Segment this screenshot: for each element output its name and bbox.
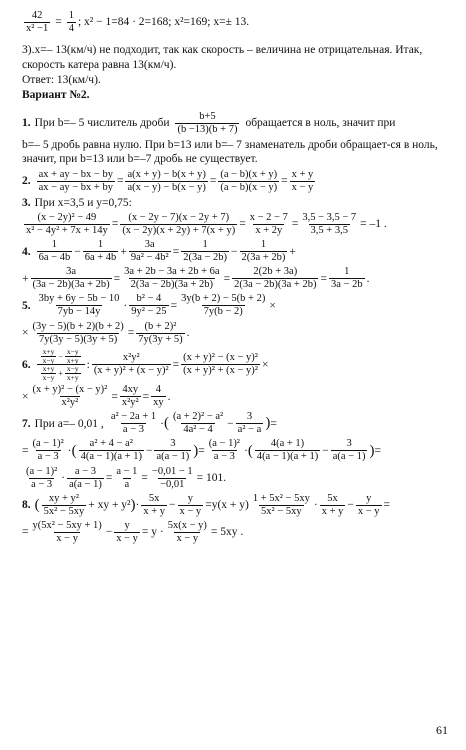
paragraph-step-3: 3).x=– 13(км/ч) не подходит, так как скорость – величина не отрицательная. Итак, скорость катера равна 13(км/ч). xyxy=(22,44,423,71)
numerator: y xyxy=(124,519,130,531)
fraction xyxy=(67,10,76,35)
numerator: b+5 xyxy=(199,110,216,122)
fraction xyxy=(31,321,126,346)
fraction xyxy=(120,212,237,237)
denominator: x²y² xyxy=(121,397,139,409)
denominator: 5x² − 5xy xyxy=(43,505,85,517)
denominator: ax − ay − bx + by xyxy=(38,181,113,193)
task-number: 1. xyxy=(22,117,31,129)
numerator: x−y xyxy=(66,364,79,374)
task-6-line-1: 6. $\frac{x+y}{x-y}$ − $\frac{x-y}{x+y}$ $\frac{x+y}{x-y}$ + $\frac{x-y}{x+y}$ : $\frac{\text{x²y²}}{\text{(x + y)² + (x − y)²}}$ = $\frac{\text{(x + y)² − (x − y)²}}{\text{(x + y)² + (x − y)²}}$ × xyxy=(22,346,269,383)
task-7-line-1: 7. При a=– 0,01 , $\frac{\text{a² − 2a + 1}}{a - 3}$ · ( $\frac{\text{(a + 2)² − a²}}{\text{4a² − 4}}$ − $\frac{3}{\text{a² − a}}$ ) = xyxy=(22,411,277,436)
numerator: (b + 2)² xyxy=(144,320,177,332)
numerator: 3 xyxy=(170,438,176,450)
numerator: (a − b)(x + y) xyxy=(220,168,278,180)
task-text: При a=– 0,01 , xyxy=(34,417,104,430)
denominator: 4(a − 1)(a + 1) xyxy=(256,451,319,463)
numerator: (a − 1)² xyxy=(32,438,64,450)
task-5-line-1: 5. $\frac{3by + 6y - 5b - 10}{7yb - 14y}$ · $\frac{\text{b² − 4}}{\text{9y² − 25}}$ = $\frac{3y(b + 2) - 5(b + 2)}{7y(b - 2)}$ × xyxy=(22,293,276,318)
compound-denominator: $\frac{x+y}{x-y}$ + $\frac{x-y}{x+y}$ xyxy=(37,364,85,382)
denominator: a² − a xyxy=(237,424,262,436)
fraction xyxy=(356,493,382,518)
denominator: x − y xyxy=(179,505,202,517)
numerator: 4 xyxy=(155,384,161,396)
task-3: $\frac{\text{(x − 2y)² − 49}}{\text{x² − 4y² + 7x + 14y}}$ = $\frac{(x - 2y - 7)(x - 2y + 7)}{(x - 2y)(x + 2y) + 7(x + y)}$ = $\frac{x - 2 - 7}{x + 2y}$ = $\frac{3,5 - 3,5 - 7}{3,5 + 3,5}$ = –1 . xyxy=(26,212,387,237)
compound-fraction xyxy=(37,348,85,383)
fraction xyxy=(41,348,57,365)
denominator: x + y xyxy=(321,505,344,517)
numerator: xy + y² xyxy=(48,492,79,504)
denominator: 7y(b − 2) xyxy=(203,306,243,318)
numerator: 1 xyxy=(97,239,104,251)
numerator: 3a xyxy=(66,266,77,278)
denominator: xy xyxy=(153,397,164,409)
numerator: a² − 2a + 1 xyxy=(110,411,157,423)
denominator: a − 3 xyxy=(37,451,59,463)
numerator: 3,5 − 3,5 − 7 xyxy=(302,212,357,223)
task-8-line-2: = $\frac{\text{y(5x² − 5xy + 1)}}{x - y}$ − $\frac{y}{x - y}$ = y · $\frac{5x(x - y)}{x - y}$ = 5xy . xyxy=(22,519,244,544)
denominator: x² − 4y² + 7x + 14y xyxy=(26,225,108,237)
denominator: 3a − 2b xyxy=(330,279,363,291)
fraction xyxy=(136,321,184,346)
numerator: (a − 1)² xyxy=(26,465,58,477)
task-text: При b=– 5 числитель дроби xyxy=(34,117,170,129)
denominator: x − y xyxy=(116,532,138,544)
task-number: 8. xyxy=(22,499,31,511)
fraction xyxy=(251,493,312,518)
fraction xyxy=(24,10,50,35)
fraction xyxy=(166,520,209,545)
denominator: 3,5 + 3,5 xyxy=(310,225,348,237)
task-6-line-2: × $\frac{\text{(x + y)² − (x − y)²}}{\text{x²y²}}$ = $\frac{4xy}{\text{x²y²}}$ = $\frac{4}{xy}$ . xyxy=(22,384,171,409)
denominator: x²y² xyxy=(61,397,79,409)
fraction xyxy=(31,384,110,409)
numerator: (x + y)² − (x − y)² xyxy=(183,352,258,364)
denominator: x−y xyxy=(42,373,55,383)
numerator: x²y² xyxy=(122,352,140,364)
fraction xyxy=(248,212,290,237)
numerator: 2(2b + 3a) xyxy=(253,266,298,278)
fraction xyxy=(67,466,104,491)
numerator: (x + y)² − (x − y)² xyxy=(32,384,108,396)
denominator: 9a² − 4b² xyxy=(130,252,169,264)
task-4-line-2: + $\frac{3a}{(3a - 2b)(3a + 2b)}$ = $\frac{3a + 2b - 3a + 2b + 6a}{2(3a - 2b)(3a + 2b)}$ = $\frac{2(2b + 3a)}{2(3a - 2b)(3a + 2b)}$ = $\frac{1}{3a - 2b}$ . xyxy=(22,266,370,291)
fraction xyxy=(31,438,66,463)
numerator: 4(a + 1) xyxy=(270,438,305,450)
denominator: a(a − 1) xyxy=(156,451,190,463)
denominator: 7y(3y − 5)(3y + 5) xyxy=(38,333,118,345)
numerator: −0,01 − 1 xyxy=(151,465,193,477)
fraction xyxy=(240,239,288,264)
denominator: a(a − 1) xyxy=(332,451,366,463)
fraction xyxy=(79,438,144,463)
numerator: 3y(b + 2) − 5(b + 2) xyxy=(181,293,266,305)
task-5-line-2: × $\frac{(3y - 5)(b + 2)(b + 2)}{7y(3y - 5)(3y + 5)}$ = $\frac{\text{(b + 2)²}}{7y(3y + 5)}$ . xyxy=(22,320,190,345)
fraction xyxy=(255,438,320,463)
fraction xyxy=(109,411,158,436)
fraction xyxy=(175,111,239,136)
denominator: (a − b)(x − y) xyxy=(220,181,278,193)
denominator: 7y(3y + 5) xyxy=(138,333,183,345)
numerator: a − 1 xyxy=(116,465,138,477)
task-number: 6. xyxy=(22,358,31,371)
fraction xyxy=(300,212,358,237)
denominator: 5x² − 5xy xyxy=(261,505,302,517)
task-number: 4. xyxy=(22,245,31,258)
numerator: 1 xyxy=(344,266,350,278)
fraction xyxy=(151,384,166,409)
compound-numerator: $\frac{x+y}{x-y}$ − $\frac{x-y}{x+y}$ xyxy=(42,346,79,365)
denominator: (x − 2y)(x + 2y) + 7(x + y) xyxy=(122,225,236,237)
task-8-line-1: 8. ( $\frac{\text{xy + y²}}{\text{5x² − 5xy}}$ + xy + y² ) · $\frac{5x}{x + y}$ − $\frac{y}{x - y}$ = y(x + y) $\frac{\text{1 + 5x² − 5xy}}{\text{5x² − 5xy}}$ · $\frac{5x}{x + y}$ − $\frac{y}{x - y}$ = xyxy=(22,492,391,517)
denominator: x−y xyxy=(42,355,55,365)
numerator: 3 xyxy=(346,438,352,450)
fraction xyxy=(42,493,87,518)
denominator: (3a − 2b)(3a + 2b) xyxy=(32,279,110,291)
result: = 101. xyxy=(196,471,227,484)
denominator: x − y xyxy=(357,505,380,517)
numerator: a² + 4 − a² xyxy=(89,438,133,450)
equation-line-top xyxy=(22,10,452,35)
fraction xyxy=(24,466,59,491)
task-7-line-3: $\frac{\text{(a − 1)²}}{a - 3}$ · $\frac{a - 3}{a(a - 1)}$ = $\frac{a - 1}{a}$ = $\frac{-0,01 - 1}{-0,01}$ = 101. xyxy=(26,465,227,490)
fraction xyxy=(236,411,264,436)
fraction xyxy=(65,365,81,382)
numerator: 3 xyxy=(246,411,253,423)
denominator: 4a² − 4 xyxy=(183,424,213,436)
numerator: y xyxy=(187,492,193,504)
fraction xyxy=(178,493,204,518)
fraction xyxy=(125,169,207,194)
denominator: (b −13)(b + 7) xyxy=(177,123,238,135)
result: = 5xy . xyxy=(210,526,244,539)
numerator: 1 xyxy=(260,239,267,251)
denominator: 2(3a − 2b) xyxy=(183,252,228,264)
numerator: b² − 4 xyxy=(136,293,162,305)
denominator: x − y xyxy=(56,532,78,544)
denominator: 2(3a − 2b)(3a + 2b) xyxy=(234,279,317,291)
denominator: x − y xyxy=(291,181,314,193)
task-1-explanation: b=– 5 дробь равна нулю. При b=13 или b=– 7 знаменатель дроби обращает-ся в ноль, значит, при b=13 или b=–7 дробь не существует. xyxy=(22,138,438,166)
fraction xyxy=(331,438,368,463)
numerator: a(x + y) − b(x + y) xyxy=(127,168,206,180)
numerator: (a + 2)² − a² xyxy=(172,411,224,423)
page-number: 61 xyxy=(436,723,448,737)
task-text: При x=3,5 и y=0,75: xyxy=(34,196,132,209)
numerator: x − 2 − 7 xyxy=(249,212,288,223)
task-3-heading xyxy=(22,196,452,210)
numerator: (3y − 5)(b + 2)(b + 2) xyxy=(32,320,124,332)
fraction xyxy=(24,212,110,237)
task-number: 3. xyxy=(22,196,31,209)
numerator: x+y xyxy=(42,364,55,374)
denominator: 4 xyxy=(68,23,74,35)
fraction xyxy=(218,169,279,194)
denominator: 6a + 4b xyxy=(84,252,117,264)
numerator: 42 xyxy=(31,10,43,21)
fraction xyxy=(31,266,112,291)
numerator: 1 + 5x² − 5xy xyxy=(252,492,310,504)
fraction xyxy=(320,493,346,518)
numerator: (x − 2y)² − 49 xyxy=(37,212,97,223)
denominator: 2(3a + 2b) xyxy=(241,252,286,264)
denominator: a(a − 1) xyxy=(69,478,102,490)
denominator: a − 3 xyxy=(31,478,53,490)
denominator: x + y xyxy=(143,505,166,517)
fraction xyxy=(181,352,260,377)
fraction xyxy=(114,520,140,545)
task-1 xyxy=(22,111,452,136)
fraction xyxy=(129,293,168,318)
numerator: 4xy xyxy=(122,384,139,396)
numerator: 5x(x − y) xyxy=(167,519,207,531)
fraction xyxy=(37,293,122,318)
numerator: 3a + 2b − 3a + 2b + 6a xyxy=(124,266,220,278)
denominator: a − 3 xyxy=(213,451,235,463)
fraction xyxy=(37,169,115,194)
task-7-line-2: = $\frac{\text{(a − 1)²}}{a - 3}$ · ( $\frac{\text{a² + 4 − a²}}{4(a - 1)(a + 1)}$ − $\frac{3}{a(a - 1)}$ ) = $\frac{\text{(a − 1)²}}{a - 3}$ · ( $\frac{4(a + 1)}{4(a - 1)(a + 1)}$ − $\frac{3}{a(a - 1)}$ ) = xyxy=(22,438,381,463)
task-number: 2. xyxy=(22,174,31,187)
fraction xyxy=(179,293,267,318)
denominator: a − 3 xyxy=(122,424,145,436)
numerator: a − 3 xyxy=(74,465,96,477)
fraction xyxy=(41,365,57,382)
answer-line: Ответ: 13(км/ч). xyxy=(22,73,101,86)
denominator: x − y xyxy=(176,532,199,544)
denominator: a xyxy=(124,478,130,490)
numerator: 1 xyxy=(51,239,58,251)
denominator: 4(a − 1)(a + 1) xyxy=(80,451,142,463)
fraction xyxy=(122,266,221,291)
denominator: 6a − 4b xyxy=(38,252,71,264)
fraction xyxy=(290,169,316,194)
equals-sign: = xyxy=(55,16,62,29)
task-2: 2. $\frac{ax + ay - bx - by}{ax - ay - bx + by}$ = $\frac{a(x + y) - b(x + y)}{a(x - y) - b(x - y)}$ = $\frac{(a - b)(x + y)}{(a - b)(x - y)}$ = $\frac{x + y}{x - y}$ xyxy=(22,168,314,193)
variant-heading: Вариант №2. xyxy=(22,89,90,102)
fraction xyxy=(154,438,191,463)
fraction xyxy=(65,348,81,365)
numerator: ax + ay − bx − by xyxy=(38,168,113,180)
task-number: 7. xyxy=(22,417,31,430)
denominator: x + 2y xyxy=(255,225,283,237)
fraction xyxy=(92,352,171,377)
denominator: (x + y)² + (x − y)² xyxy=(183,365,258,377)
equation-text: ; x² − 1=84 · 2=168; x²=169; x=± 13. xyxy=(77,16,250,29)
numerator: 1 xyxy=(202,239,208,251)
denominator: (x + y)² + (x − y)² xyxy=(93,365,169,377)
denominator: x+y xyxy=(66,373,79,383)
denominator: a(x − y) − b(x − y) xyxy=(127,181,206,193)
numerator: (x − 2y − 7)(x − 2y + 7) xyxy=(128,212,230,223)
fraction xyxy=(114,466,139,491)
page-content xyxy=(22,8,452,547)
numerator: y xyxy=(366,492,372,504)
fraction xyxy=(150,466,195,491)
numerator: x−y xyxy=(66,346,79,356)
task-text: обращается в ноль, значит при xyxy=(245,117,396,129)
denominator: 7yb − 14y xyxy=(57,306,101,318)
numerator: y(5x² − 5xy + 1) xyxy=(32,519,102,531)
denominator: −0,01 xyxy=(160,478,185,490)
fraction xyxy=(232,266,318,291)
numerator: 5x xyxy=(148,492,160,504)
fraction xyxy=(329,266,365,291)
numerator: 5x xyxy=(327,492,338,504)
denominator: x+y xyxy=(66,355,79,365)
numerator: x+y xyxy=(42,346,55,356)
denominator: x² −1 xyxy=(26,23,49,35)
numerator: 3a xyxy=(144,239,155,251)
expression-text: y(x + y) xyxy=(211,499,249,511)
numerator: 3by + 6y − 5b − 10 xyxy=(38,293,120,305)
task-number: 5. xyxy=(22,299,31,312)
fraction xyxy=(83,239,119,264)
fraction xyxy=(37,239,73,264)
task-4-line-1: 4. $\frac{1}{6a - 4b}$ − $\frac{1}{6a + 4b}$ + $\frac{3a}{\text{9a² − 4b²}}$ = $\frac{1}{2(3a - 2b)}$ − $\frac{1}{2(3a + 2b)}$ + xyxy=(22,239,296,264)
numerator: 1 xyxy=(68,10,74,21)
fraction xyxy=(181,239,229,264)
fraction xyxy=(129,239,171,264)
fraction xyxy=(207,438,242,463)
result: = –1 . xyxy=(360,218,387,231)
fraction xyxy=(31,520,104,545)
numerator: x + y xyxy=(291,168,314,180)
fraction xyxy=(141,493,167,518)
fraction xyxy=(171,411,225,436)
fraction xyxy=(120,384,141,409)
denominator: 2(3a − 2b)(3a + 2b) xyxy=(130,279,214,291)
denominator: 9y² − 25 xyxy=(131,306,167,318)
numerator: (a − 1)² xyxy=(208,438,240,450)
